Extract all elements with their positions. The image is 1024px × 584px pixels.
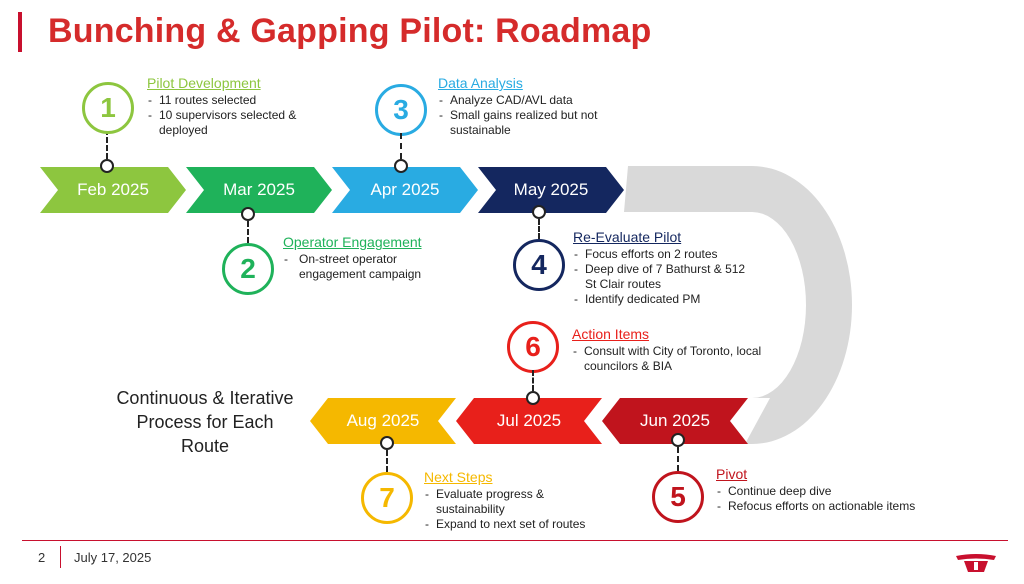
month-label-may: May 2025 [513, 180, 589, 199]
milestone-circle-7: 7 [361, 472, 413, 524]
ttc-logo-icon [954, 552, 998, 574]
connector-dash-2 [247, 221, 249, 243]
milestone-title-4: Re-Evaluate Pilot [573, 229, 682, 245]
milestone-item: - Continue deep dive [716, 484, 946, 499]
milestone-title-3: Data Analysis [438, 75, 523, 91]
milestone-annotation-4 [573, 229, 748, 307]
milestone-item: - Deep dive of 7 Bathurst & 512 St Clair routes [573, 262, 748, 292]
connector-dash-3 [400, 133, 402, 159]
milestone-circle-3: 3 [375, 84, 427, 136]
milestone-title-6: Action Items [572, 326, 650, 342]
month-label-mar: Mar 2025 [223, 180, 295, 199]
month-label-jul: Jul 2025 [496, 411, 562, 430]
milestone-annotation-1 [147, 75, 317, 138]
month-label-apr: Apr 2025 [370, 180, 440, 199]
milestone-circle-5: 5 [652, 471, 704, 523]
milestone-item: - 11 routes selected [147, 93, 317, 108]
connector-dash-6 [532, 370, 534, 391]
connector-dash-5 [677, 447, 679, 471]
milestone-circle-1: 1 [82, 82, 134, 134]
milestone-title-2: Operator Engagement [283, 234, 422, 250]
milestone-item: - Identify dedicated PM [573, 292, 748, 307]
milestone-item: - Focus efforts on 2 routes [573, 247, 748, 262]
milestone-item: - On-street operator engagement campaign [283, 252, 443, 282]
milestone-item: - 10 supervisors selected & deployed [147, 108, 317, 138]
month-label-feb: Feb 2025 [77, 180, 149, 199]
month-label-aug: Aug 2025 [346, 411, 420, 430]
connector-dot-6 [526, 391, 540, 405]
milestone-item: - Analyze CAD/AVL data [438, 93, 623, 108]
milestone-circle-6: 6 [507, 321, 559, 373]
milestone-title-5: Pivot [716, 466, 748, 482]
milestone-item: - Refocus efforts on actionable items [716, 499, 946, 514]
milestone-items-6 [572, 344, 762, 374]
milestone-items-2 [283, 252, 443, 282]
milestone-item: - Evaluate progress & sustainability [424, 487, 604, 517]
connector-dash-4 [538, 219, 540, 239]
milestone-circle-2: 2 [222, 243, 274, 295]
connector-dot-7 [380, 436, 394, 450]
milestone-circle-4: 4 [513, 239, 565, 291]
milestone-item: - Expand to next set of routes [424, 517, 604, 532]
slide-title: Bunching & Gapping Pilot: Roadmap [48, 12, 652, 50]
process-note: Continuous & Iterative Process for Each Route [116, 388, 294, 456]
connector-dot-4 [532, 205, 546, 219]
connector-dot-1 [100, 159, 114, 173]
milestone-items-4 [573, 247, 748, 307]
milestone-item: - Consult with City of Toronto, local councilors & BIA [572, 344, 762, 374]
footer-date: July 17, 2025 [74, 550, 152, 565]
milestone-items-3 [438, 93, 623, 138]
milestone-items-5 [716, 484, 946, 514]
connector-dot-5 [671, 433, 685, 447]
milestone-title-7: Next Steps [424, 469, 493, 485]
milestone-item: - Small gains realized but not sustainable [438, 108, 623, 138]
milestone-title-1: Pilot Development [147, 75, 261, 91]
footer-divider [22, 540, 1008, 541]
connector-dash-7 [386, 450, 388, 472]
milestone-items-7 [424, 487, 604, 532]
connector-dot-2 [241, 207, 255, 221]
month-label-jun: Jun 2025 [640, 411, 710, 430]
connector-dot-3 [394, 159, 408, 173]
milestone-items-1 [147, 93, 317, 138]
page-number: 2 [38, 550, 46, 565]
milestone-annotation-2 [283, 234, 443, 282]
milestone-annotation-6 [572, 326, 762, 374]
milestone-annotation-7 [424, 469, 604, 532]
milestone-annotation-3 [438, 75, 623, 138]
footer-separator [60, 546, 61, 568]
milestone-annotation-5 [716, 466, 946, 514]
